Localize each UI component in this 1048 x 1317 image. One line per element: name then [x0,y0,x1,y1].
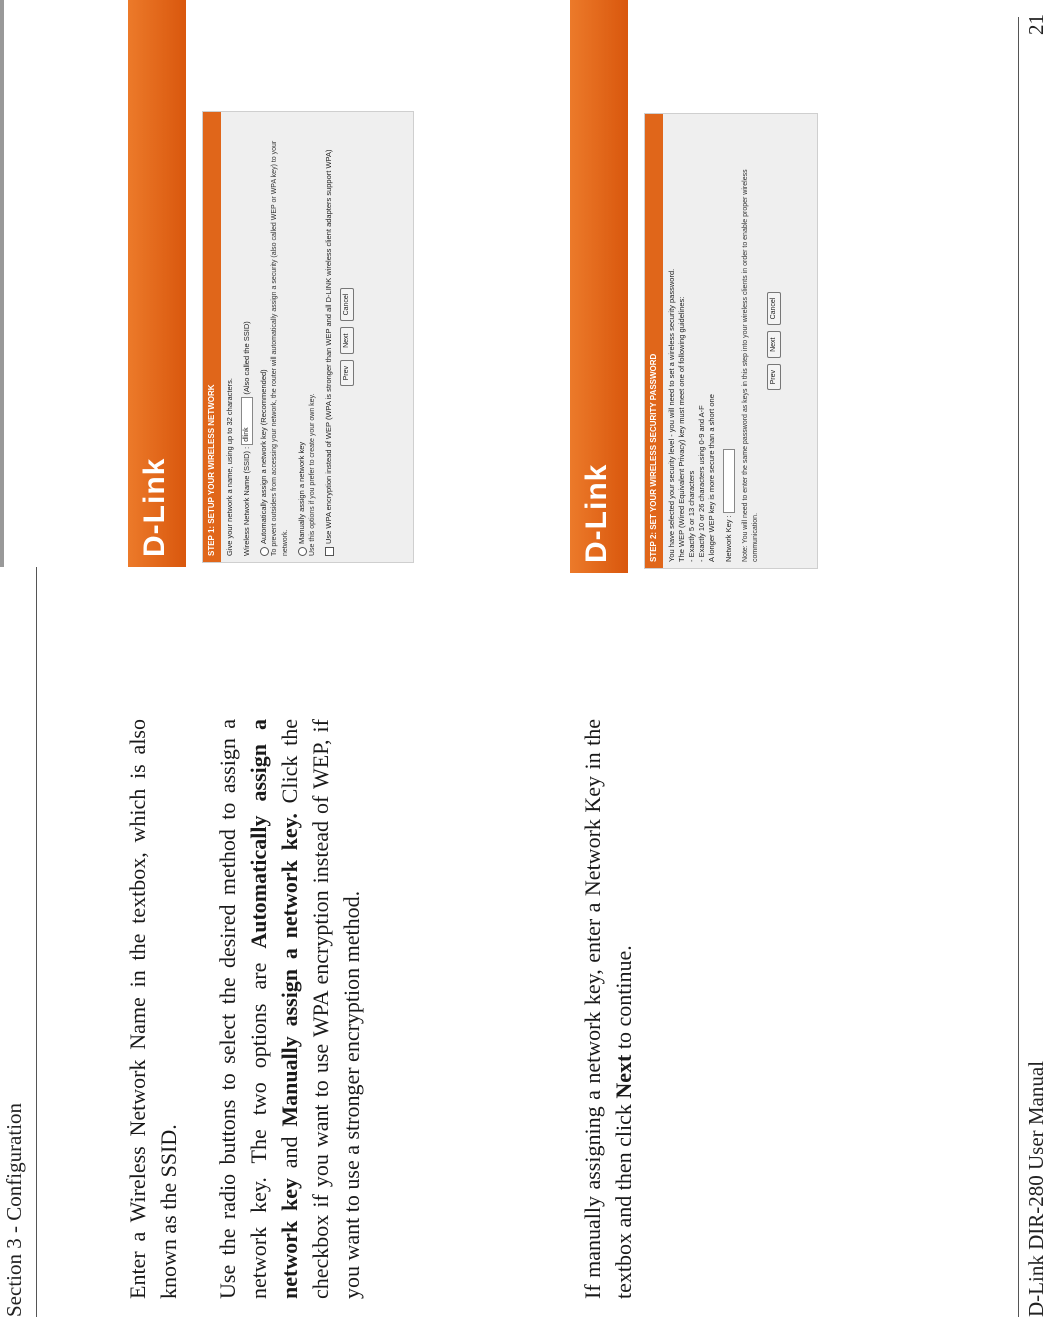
ssid-label: Wireless Network Name (SSID) : [241,446,251,556]
wizard-step1 [202,111,414,563]
p3-text-post: to continue. [611,945,636,1055]
ssid-hint: (Also called the SSID) [241,321,251,395]
step2-rule-intro: The WEP (Wired Equivalent Privacy) key must meet one of following guidelines: [677,296,686,562]
paragraph-network-key-method [212,719,367,1299]
brand-bar [128,0,186,567]
p2-option-manual: Manually assign a network key. [277,813,302,1127]
step2-rule3: A longer WEP key is more secure than a short one [707,394,716,562]
wpa-checkbox[interactable] [325,547,334,556]
auto-key-row [259,118,291,556]
step2-intro-text: You have selected your security level - you will need to set a wireless security password. [667,268,676,562]
network-key-label: Network Key : [723,515,733,562]
dlink-logo: D-Link [138,457,171,557]
wpa-row [324,118,334,556]
auto-key-radio[interactable] [260,547,269,556]
manual-key-row [297,118,318,556]
next-button[interactable]: Next [340,328,354,354]
section-header: Section 3 - Configuration [2,1102,26,1317]
auto-key-desc: To prevent outsiders from accessing your network, the router will automatically assign a security (also called WEP or WPA key) to your network. [271,140,289,556]
dlink-logo: D-Link [580,463,613,563]
manual-key-desc: Use this options if you prefer to create your own key. [309,393,316,556]
next-button[interactable]: Next [767,332,781,358]
prev-button[interactable]: Prev [767,364,781,390]
wpa-label: Use WPA encryption instead of WEP (WPA is stronger than WEP and all D-LINK wireless client adapters support WPA) [324,149,333,544]
auto-key-label: Automatically assign a network key (Recommended) [259,369,268,544]
manual-key-label: Manually assign a network key [297,441,306,544]
manual-key-radio[interactable] [298,547,307,556]
step2-rule1: - Exactly 5 or 13 characters [687,470,696,562]
network-key-input[interactable] [723,449,735,513]
page-number: 21 [1024,14,1048,35]
footer-rule [1018,17,1019,1317]
step2-buttons [767,120,781,562]
step2-intro [667,120,717,562]
cancel-button[interactable]: Cancel [340,288,354,322]
brand-bar [570,0,628,573]
p2-option-auto: Automatically assign a network key [246,719,302,1299]
network-key-row [723,120,735,562]
p2-text-pre: Use the radio buttons to select the desired method to assign a network key. The two options are [215,719,271,1299]
top-strip [0,0,4,567]
wizard-step2-title: STEP 2: SET YOUR WIRELESS SECURITY PASSWORD [645,114,663,568]
screenshot-step1 [0,0,420,567]
ssid-input[interactable]: dlink [241,397,253,445]
p3-text-pre: If manually assigning a network key, enter a Network Key in the textbox and then click [580,719,636,1299]
screenshot-step2 [568,0,818,573]
paragraph-manual-key [577,719,639,1299]
paragraph-ssid: Enter a Wireless Network Name in the textbox, which is also known as the SSID. [125,719,181,1299]
p3-next-bold: Next [611,1054,636,1099]
p2-text-post: Click the checkbox if you want to use WPA encryption instead of WEP, if you want to use a stronger encryption method. [277,719,364,1299]
p2-text-mid: and [277,1126,302,1178]
prev-button[interactable]: Prev [340,360,354,386]
footer-manual-title: D-Link DIR-280 User Manual [1024,1060,1048,1317]
step2-rule2: - Exactly 10 or 26 characters using 0-9 and A-F [697,405,706,562]
step1-buttons [340,118,354,556]
wizard-step1-title: STEP 1: SETUP YOUR WIRELESS NETWORK [203,112,221,562]
step2-note: Note: You will need to enter the same password as keys in this step into your wireless clients in order to enable proper wireless communication. [742,169,759,562]
cancel-button[interactable]: Cancel [767,292,781,326]
step1-intro: Give your network a name, using up to 32 characters. [225,377,234,556]
wizard-step2 [644,113,818,569]
ssid-row [241,118,253,556]
